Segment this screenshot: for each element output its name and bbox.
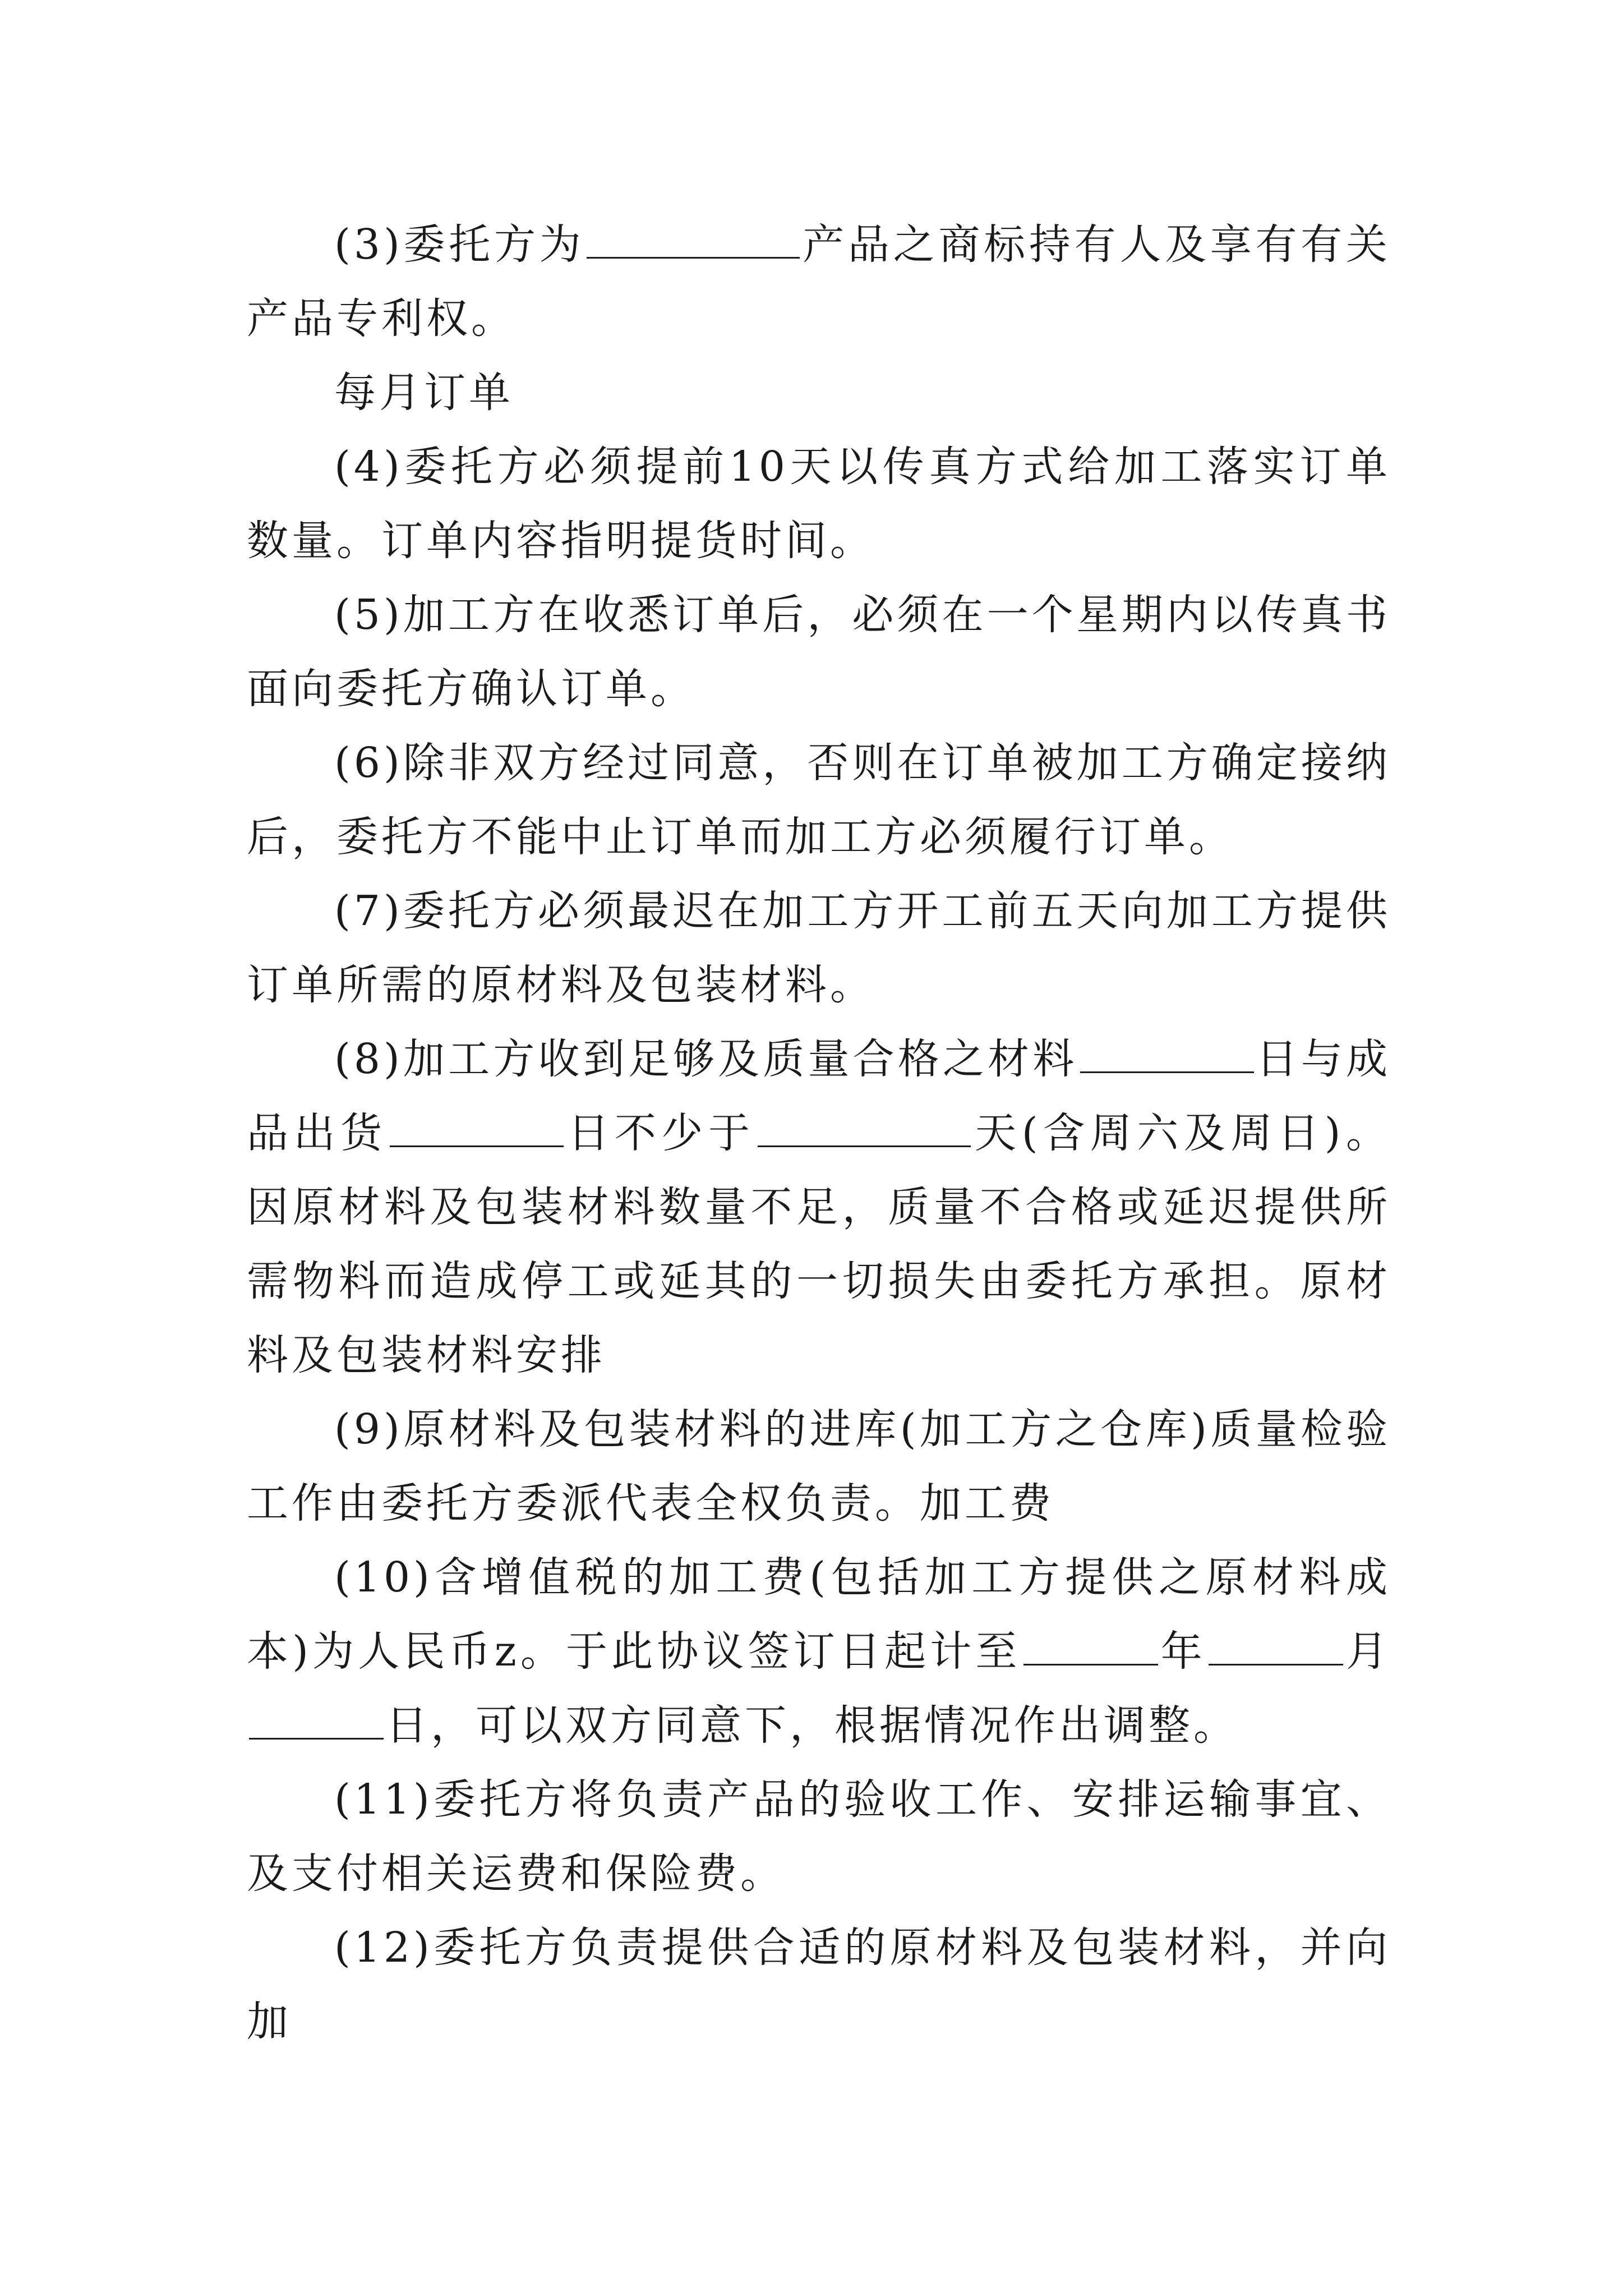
clause-8-text-c: 日不少于: [565, 1109, 755, 1157]
clause-5: (5)加工方在收悉订单后，必须在一个星期内以传真书面向委托方确认订单。: [247, 591, 1391, 713]
fill-blank-material-date[interactable]: [1080, 1039, 1254, 1073]
clause-10-text-d: 日，可以双方同意下，根据情况作出调整。: [386, 1701, 1238, 1750]
clause-9: (9)原材料及包装材料的进库(加工方之仓库)质量检验工作由委托方委派代表全权负责。加工费: [247, 1405, 1391, 1527]
fill-blank-year[interactable]: [1023, 1631, 1158, 1665]
clause-12: (12)委托方负责提供合适的原材料及包装材料，并向加: [247, 1924, 1391, 2046]
clause-8-text-a: (8)加工方收到足够及质量合格之材料: [334, 1035, 1078, 1083]
clause-3-text-b: 产品之商标持有人及享有有关产品专利权。: [247, 220, 1391, 343]
document-body: [247, 208, 1391, 2059]
clause-10-text-c: 月: [1345, 1627, 1391, 1676]
fill-blank-day[interactable]: [249, 1705, 384, 1740]
clause-10-text-b: 年: [1160, 1627, 1206, 1676]
clause-10-text-a: (10)含增值税的加工费(包括加工方提供之原材料成本)为人民币z。于此协议签订日起计至: [247, 1553, 1391, 1676]
section-heading-monthly-order: 每月订单: [334, 369, 514, 417]
clause-7: (7)委托方必须最迟在加工方开工前五天向加工方提供订单所需的原材料及包装材料。: [247, 887, 1391, 1009]
fill-blank-month[interactable]: [1209, 1631, 1343, 1665]
clause-6: (6)除非双方经过同意，否则在订单被加工方确定接纳后，委托方不能中止订单而加工方必须履行订单。: [247, 739, 1391, 861]
clause-3: [247, 208, 1391, 356]
clause-8-text-b: 日与成品出货: [247, 1035, 1391, 1157]
clause-10: [247, 1540, 1391, 1763]
fill-blank-shipment-date[interactable]: [390, 1113, 564, 1147]
fill-blank-days[interactable]: [758, 1113, 971, 1147]
fill-blank-product[interactable]: [587, 224, 800, 259]
clause-8-text-d: 天(含周六及周日)。因原材料及包装材料数量不足，质量不合格或延迟提供所需物料而造成停工或延其的一切损失由委托方承担。原材料及包装材料安排: [247, 1109, 1391, 1379]
clause-8: [247, 1022, 1391, 1392]
clause-11: (11)委托方将负责产品的验收工作、安排运输事宜、及支付相关运费和保险费。: [247, 1775, 1391, 1898]
clause-3-text-a: (3)委托方为: [334, 220, 585, 269]
clause-4: (4)委托方必须提前10天以传真方式给加工落实订单数量。订单内容指明提货时间。: [247, 443, 1391, 565]
